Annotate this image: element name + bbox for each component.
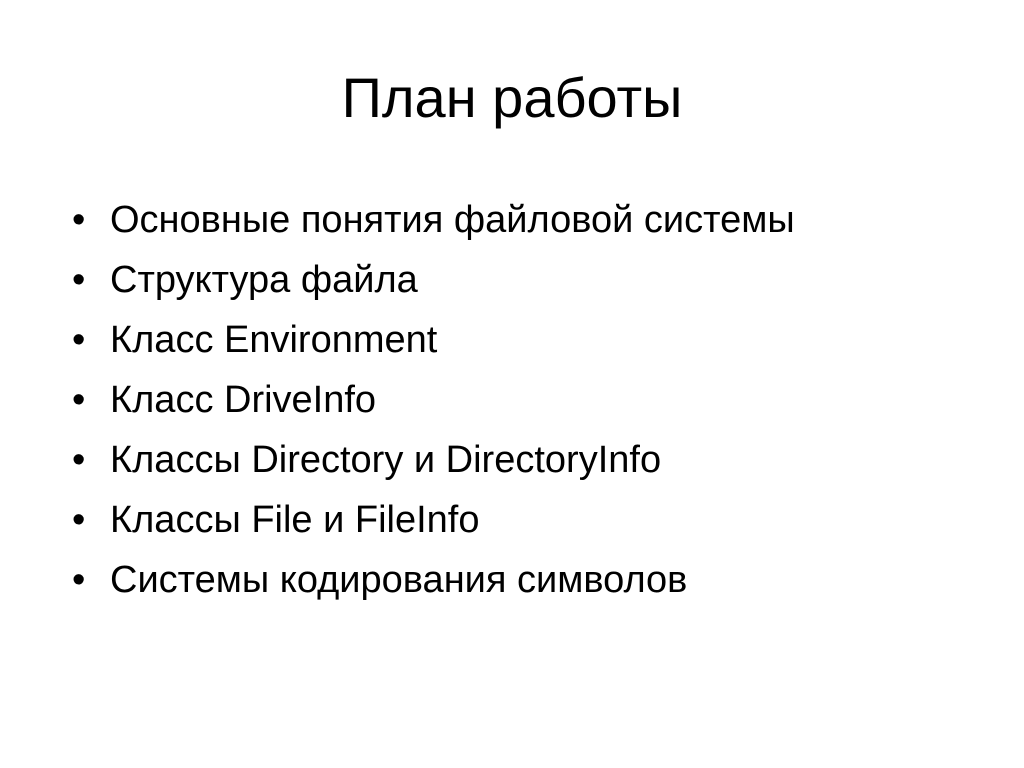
bullet-icon: •: [72, 199, 86, 241]
list-item-text: Класс Environment: [110, 319, 438, 361]
bullet-icon: •: [72, 319, 86, 361]
list-item: [72, 190, 795, 250]
bullet-icon: •: [72, 499, 86, 541]
bullet-icon: •: [72, 559, 86, 601]
list-item: [72, 370, 795, 430]
list-item: [72, 250, 795, 310]
bullet-icon: •: [72, 259, 86, 301]
list-item-text: Класс DriveInfo: [110, 379, 377, 421]
list-item: [72, 490, 795, 550]
list-item-text: Системы кодирования символов: [110, 559, 688, 601]
list-item-text: Классы File и FileInfo: [110, 499, 480, 541]
bullet-icon: •: [72, 379, 86, 421]
list-item: [72, 430, 795, 490]
list-item-text: Основные понятия файловой системы: [110, 199, 795, 241]
slide-title: План работы: [341, 66, 683, 129]
list-item-text: Структура файла: [110, 259, 418, 301]
list-item-text: Классы Directory и DirectoryInfo: [110, 439, 662, 481]
bullet-icon: •: [72, 439, 86, 481]
list-item: [72, 550, 795, 610]
list-item: [72, 310, 795, 370]
bullet-list: [72, 190, 795, 610]
